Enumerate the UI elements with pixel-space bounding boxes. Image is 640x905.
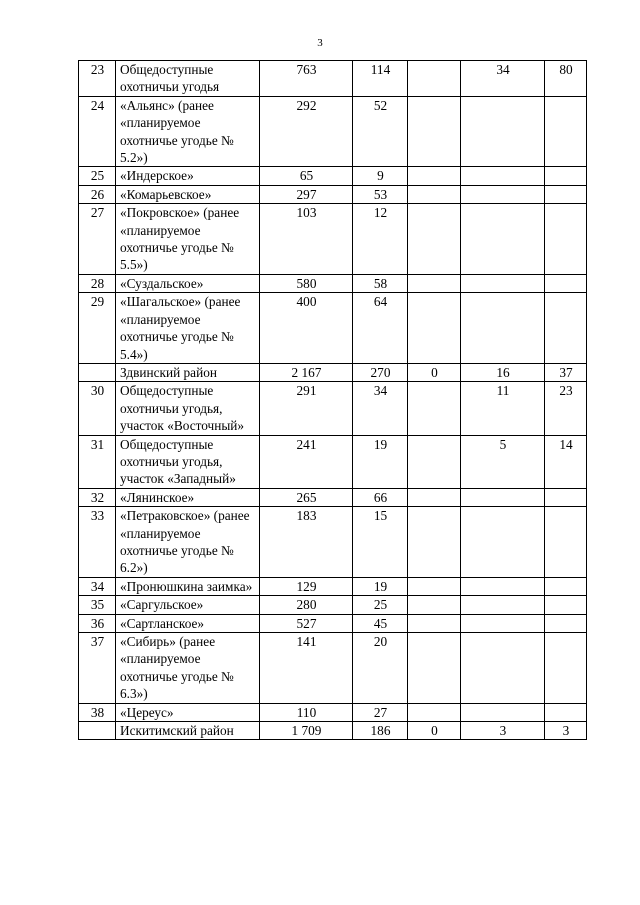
cell-name: «Цереус» bbox=[116, 703, 260, 721]
cell-area: 103 bbox=[260, 204, 353, 275]
cell-col4 bbox=[408, 507, 461, 578]
table-row bbox=[79, 204, 587, 275]
cell-number bbox=[79, 722, 116, 740]
cell-col6 bbox=[545, 293, 587, 364]
cell-col5 bbox=[461, 614, 545, 632]
cell-col6 bbox=[545, 703, 587, 721]
table-row bbox=[79, 61, 587, 97]
cell-number: 24 bbox=[79, 96, 116, 167]
cell-col4 bbox=[408, 274, 461, 292]
cell-area: 110 bbox=[260, 703, 353, 721]
cell-name: «Сибирь» (ранее «планируемое охотничье угодье № 6.3») bbox=[116, 633, 260, 704]
cell-area: 297 bbox=[260, 185, 353, 203]
cell-name: «Петраковское» (ранее «планируемое охотничье угодье № 6.2») bbox=[116, 507, 260, 578]
cell-col3: 186 bbox=[353, 722, 408, 740]
cell-number: 26 bbox=[79, 185, 116, 203]
cell-col6 bbox=[545, 577, 587, 595]
cell-col3: 53 bbox=[353, 185, 408, 203]
cell-number: 30 bbox=[79, 382, 116, 435]
cell-col4: 0 bbox=[408, 722, 461, 740]
cell-col3: 9 bbox=[353, 167, 408, 185]
cell-name: Здвинский район bbox=[116, 363, 260, 381]
cell-area: 763 bbox=[260, 61, 353, 97]
cell-col6: 23 bbox=[545, 382, 587, 435]
cell-name: «Лянинское» bbox=[116, 488, 260, 506]
cell-name: «Саргульское» bbox=[116, 596, 260, 614]
cell-area: 241 bbox=[260, 435, 353, 488]
table-row bbox=[79, 167, 587, 185]
table-row bbox=[79, 577, 587, 595]
cell-col3: 66 bbox=[353, 488, 408, 506]
cell-col3: 64 bbox=[353, 293, 408, 364]
cell-col6 bbox=[545, 488, 587, 506]
cell-col3: 19 bbox=[353, 435, 408, 488]
table-row bbox=[79, 382, 587, 435]
cell-col6 bbox=[545, 167, 587, 185]
cell-col3: 52 bbox=[353, 96, 408, 167]
cell-number: 31 bbox=[79, 435, 116, 488]
cell-col5: 16 bbox=[461, 363, 545, 381]
cell-col5: 3 bbox=[461, 722, 545, 740]
cell-col6 bbox=[545, 614, 587, 632]
table-row bbox=[79, 507, 587, 578]
cell-col3: 114 bbox=[353, 61, 408, 97]
cell-col5 bbox=[461, 274, 545, 292]
cell-number: 28 bbox=[79, 274, 116, 292]
cell-col5 bbox=[461, 507, 545, 578]
cell-col5 bbox=[461, 577, 545, 595]
cell-col5 bbox=[461, 185, 545, 203]
hunting-grounds-table bbox=[78, 60, 587, 740]
cell-name: «Комарьевское» bbox=[116, 185, 260, 203]
cell-col3: 12 bbox=[353, 204, 408, 275]
cell-area: 141 bbox=[260, 633, 353, 704]
cell-number bbox=[79, 363, 116, 381]
cell-col6 bbox=[545, 204, 587, 275]
cell-col4 bbox=[408, 596, 461, 614]
cell-col6 bbox=[545, 274, 587, 292]
cell-col3: 20 bbox=[353, 633, 408, 704]
cell-col3: 15 bbox=[353, 507, 408, 578]
cell-col4 bbox=[408, 185, 461, 203]
cell-area: 400 bbox=[260, 293, 353, 364]
cell-col4 bbox=[408, 382, 461, 435]
cell-col4 bbox=[408, 703, 461, 721]
cell-number: 34 bbox=[79, 577, 116, 595]
cell-col5 bbox=[461, 96, 545, 167]
table-body bbox=[79, 61, 587, 740]
cell-col5 bbox=[461, 633, 545, 704]
cell-col4 bbox=[408, 577, 461, 595]
cell-area: 527 bbox=[260, 614, 353, 632]
table-row bbox=[79, 293, 587, 364]
cell-col4 bbox=[408, 293, 461, 364]
cell-col5 bbox=[461, 596, 545, 614]
cell-col4 bbox=[408, 61, 461, 97]
cell-name: Общедоступные охотничьи угодья, участок «Восточный» bbox=[116, 382, 260, 435]
table-row bbox=[79, 488, 587, 506]
cell-name: «Сартланское» bbox=[116, 614, 260, 632]
cell-area: 65 bbox=[260, 167, 353, 185]
cell-col3: 25 bbox=[353, 596, 408, 614]
table-row bbox=[79, 96, 587, 167]
cell-area: 265 bbox=[260, 488, 353, 506]
cell-col4 bbox=[408, 435, 461, 488]
cell-area: 1 709 bbox=[260, 722, 353, 740]
cell-area: 129 bbox=[260, 577, 353, 595]
cell-area: 183 bbox=[260, 507, 353, 578]
cell-col6 bbox=[545, 596, 587, 614]
cell-col4 bbox=[408, 488, 461, 506]
cell-col4 bbox=[408, 167, 461, 185]
cell-col6: 3 bbox=[545, 722, 587, 740]
cell-name: «Шагальское» (ранее «планируемое охотничье угодье № 5.4») bbox=[116, 293, 260, 364]
cell-col6 bbox=[545, 96, 587, 167]
cell-number: 23 bbox=[79, 61, 116, 97]
cell-col5 bbox=[461, 488, 545, 506]
cell-name: «Покровское» (ранее «планируемое охотничье угодье № 5.5») bbox=[116, 204, 260, 275]
cell-col5 bbox=[461, 204, 545, 275]
cell-col4 bbox=[408, 614, 461, 632]
cell-name: «Индерское» bbox=[116, 167, 260, 185]
cell-col5: 11 bbox=[461, 382, 545, 435]
cell-col6: 37 bbox=[545, 363, 587, 381]
cell-col5 bbox=[461, 703, 545, 721]
cell-number: 33 bbox=[79, 507, 116, 578]
cell-number: 29 bbox=[79, 293, 116, 364]
cell-number: 38 bbox=[79, 703, 116, 721]
cell-col3: 19 bbox=[353, 577, 408, 595]
cell-number: 35 bbox=[79, 596, 116, 614]
district-total-row bbox=[79, 363, 587, 381]
cell-col3: 45 bbox=[353, 614, 408, 632]
table-row bbox=[79, 633, 587, 704]
cell-col3: 34 bbox=[353, 382, 408, 435]
cell-col6 bbox=[545, 507, 587, 578]
district-total-row bbox=[79, 722, 587, 740]
cell-col4 bbox=[408, 204, 461, 275]
cell-col4: 0 bbox=[408, 363, 461, 381]
cell-col6: 14 bbox=[545, 435, 587, 488]
cell-name: Общедоступные охотничьи угодья, участок «Западный» bbox=[116, 435, 260, 488]
cell-number: 37 bbox=[79, 633, 116, 704]
cell-col5: 5 bbox=[461, 435, 545, 488]
cell-number: 32 bbox=[79, 488, 116, 506]
table-row bbox=[79, 185, 587, 203]
cell-col6: 80 bbox=[545, 61, 587, 97]
cell-area: 292 bbox=[260, 96, 353, 167]
cell-number: 27 bbox=[79, 204, 116, 275]
cell-col4 bbox=[408, 633, 461, 704]
cell-area: 291 bbox=[260, 382, 353, 435]
cell-col5: 34 bbox=[461, 61, 545, 97]
cell-name: Искитимский район bbox=[116, 722, 260, 740]
cell-col3: 27 bbox=[353, 703, 408, 721]
cell-col3: 58 bbox=[353, 274, 408, 292]
cell-area: 580 bbox=[260, 274, 353, 292]
cell-name: Общедоступные охотничьи угодья bbox=[116, 61, 260, 97]
cell-col5 bbox=[461, 293, 545, 364]
cell-number: 25 bbox=[79, 167, 116, 185]
cell-name: «Пронюшкина заимка» bbox=[116, 577, 260, 595]
cell-col6 bbox=[545, 633, 587, 704]
cell-col3: 270 bbox=[353, 363, 408, 381]
cell-name: «Альянс» (ранее «планируемое охотничье угодье № 5.2») bbox=[116, 96, 260, 167]
table-row bbox=[79, 596, 587, 614]
cell-name: «Суздальское» bbox=[116, 274, 260, 292]
cell-area: 280 bbox=[260, 596, 353, 614]
cell-number: 36 bbox=[79, 614, 116, 632]
page-number: 3 bbox=[317, 37, 323, 49]
cell-col5 bbox=[461, 167, 545, 185]
table-row bbox=[79, 435, 587, 488]
cell-area: 2 167 bbox=[260, 363, 353, 381]
cell-col6 bbox=[545, 185, 587, 203]
cell-col4 bbox=[408, 96, 461, 167]
table-row bbox=[79, 703, 587, 721]
table-row bbox=[79, 274, 587, 292]
table-row bbox=[79, 614, 587, 632]
